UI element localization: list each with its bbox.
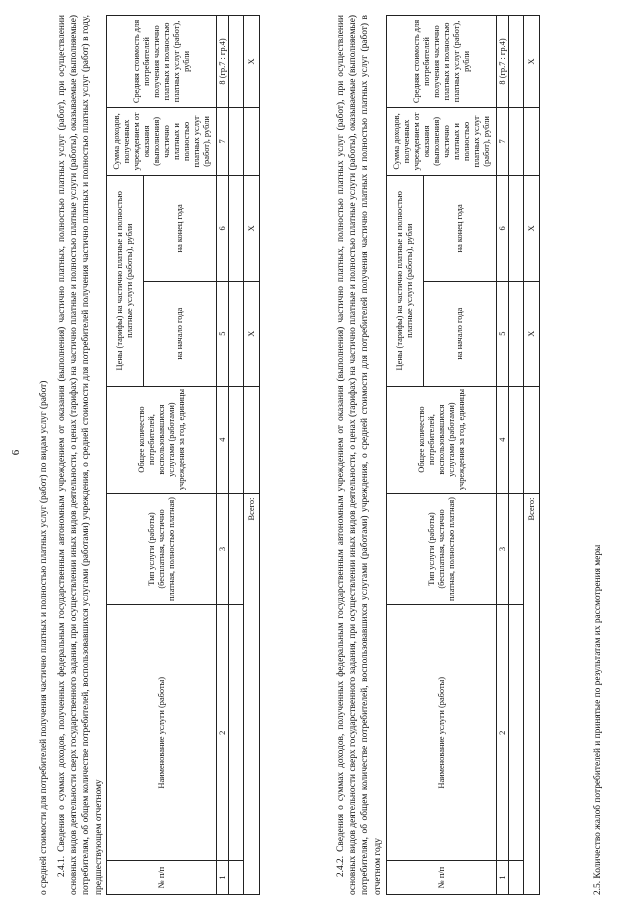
header-price-end: на конец года [144,175,217,281]
table-cell [509,16,524,108]
table-cell [229,861,244,895]
table-cell [229,107,244,175]
table-cell [229,386,244,493]
col-number-6: 6 [497,175,509,281]
table-cell [509,493,524,605]
table-cell [229,281,244,386]
col-number-6: 6 [217,175,229,281]
table-cell [509,861,524,895]
section-2-4-2-text: 2.4.2. Сведения о суммах доходов, полученных федеральным государственным автономным учреждением от оказания (выполнения) частично платных, полностью платных услуг (работ), при осуществлении основных видов деятельности сверх государственного задания, при осуществлении иных видов деятельности, о ценах (тарифах) на частично платные и полностью платные услуги (работы), оказываемые (выполняемые) потребителям, об общем количестве потребителей, воспользовавшихся услугами (работами) учреждения, о средней стоимости для потребителей получения частично платных и полностью платных услуг (работ) в отчетном году [336,15,383,895]
x-mark: X [524,281,540,386]
col-number-8: 8 (гр.7 : гр.4) [217,16,229,108]
header-prices: Цены (тарифы) на частично платные и полностью платные услуги (работы), рубли [107,175,144,386]
table-cell [509,175,524,281]
total-label: Всего: [244,493,260,894]
x-mark: X [244,175,260,281]
col-number-1: 1 [497,861,509,895]
col-number-2: 2 [217,605,229,861]
page-number: 6 [10,449,22,456]
col-number-2: 2 [497,605,509,861]
table-cell [509,281,524,386]
total-consumers-cell [244,386,260,493]
header-price-start: на начало года [424,281,497,386]
col-number-7: 7 [497,107,509,175]
total-income-cell [244,107,260,175]
header-service-type: Тип услуги (работы) (бесплатная, частично платная, полностью платная) [387,493,497,605]
x-mark: X [524,175,540,281]
header-service-type: Тип услуги (работы) (бесплатная, частично платная, полностью платная) [107,493,217,605]
x-mark: X [244,281,260,386]
header-no: № п/п [107,861,217,895]
intro-line: о средней стоимости для потребителей получения частично платных и полностью платных услуг (работ) по видам услуг (работ) [39,380,49,895]
col-number-7: 7 [217,107,229,175]
x-mark: X [244,16,260,108]
header-price-start: на начало года [144,281,217,386]
header-consumers: Общее количество потребителей, воспользовавшихся услугами (работами) учреждения за год, единицы [107,386,217,493]
col-number-5: 5 [497,281,509,386]
col-number-3: 3 [217,493,229,605]
col-number-3: 3 [497,493,509,605]
col-number-5: 5 [217,281,229,386]
table-cell [509,107,524,175]
total-income-cell [524,107,540,175]
total-label: Всего: [524,493,540,894]
header-no: № п/п [387,861,497,895]
header-service-name: Наименование услуги (работы) [387,605,497,861]
col-number-8: 8 (гр.7 : гр.4) [497,16,509,108]
table-cell [509,605,524,861]
table-cell [509,386,524,493]
table-cell [229,605,244,861]
header-price-end: на конец года [424,175,497,281]
col-number-4: 4 [217,386,229,493]
header-income: Сумма доходов, полученных учреждением от оказания (выполнения) частично платных и полностью платных услуг (работ), рубли [107,107,217,175]
header-prices: Цены (тарифы) на частично платные и полностью платные услуги (работы), рубли [387,175,424,386]
header-consumers: Общее количество потребителей, воспользовавшихся услугами (работами) учреждения за год, единицы [387,386,497,493]
header-income: Сумма доходов, полученных учреждением от оказания (выполнения) частично платных и полностью платных услуг (работ), рубли [387,107,497,175]
header-average-cost: Средняя стоимость для потребителей получения частично платных и полностью платных услуг (работ), рубли [107,16,217,108]
table-cell [229,493,244,605]
section-2-5-text: 2.5. Количество жалоб потребителей и принятые по результатам их рассмотрения меры [593,544,603,895]
col-number-1: 1 [217,861,229,895]
total-consumers-cell [524,386,540,493]
x-mark: X [524,16,540,108]
header-service-name: Наименование услуги (работы) [107,605,217,861]
table-cell [229,16,244,108]
section-2-4-1-text: 2.4.1. Сведения о суммах доходов, полученных федеральным государственным автономным учреждением от оказания (выполнения) частично платных, полностью платных услуг (работ), при осуществлении основных видов деятельности сверх государственного задания, при осуществлении иных видов деятельности, о ценах (тарифах) на частично платные и полностью платные услуги (работы), оказываемые (выполняемые) потребителям, об общем количестве потребителей, воспользовавшихся услугами (работами) учреждения, о средней стоимости для потребителей получения частично платных и полностью платных услуг (работ) в году, предшествующем отчетному [57,15,104,895]
table-cell [229,175,244,281]
header-average-cost: Средняя стоимость для потребителей получения частично платных и полностью платных услуг (работ), рубли [387,16,497,108]
table-2-4-1 [106,15,260,895]
col-number-4: 4 [497,386,509,493]
table-2-4-2 [386,15,540,895]
